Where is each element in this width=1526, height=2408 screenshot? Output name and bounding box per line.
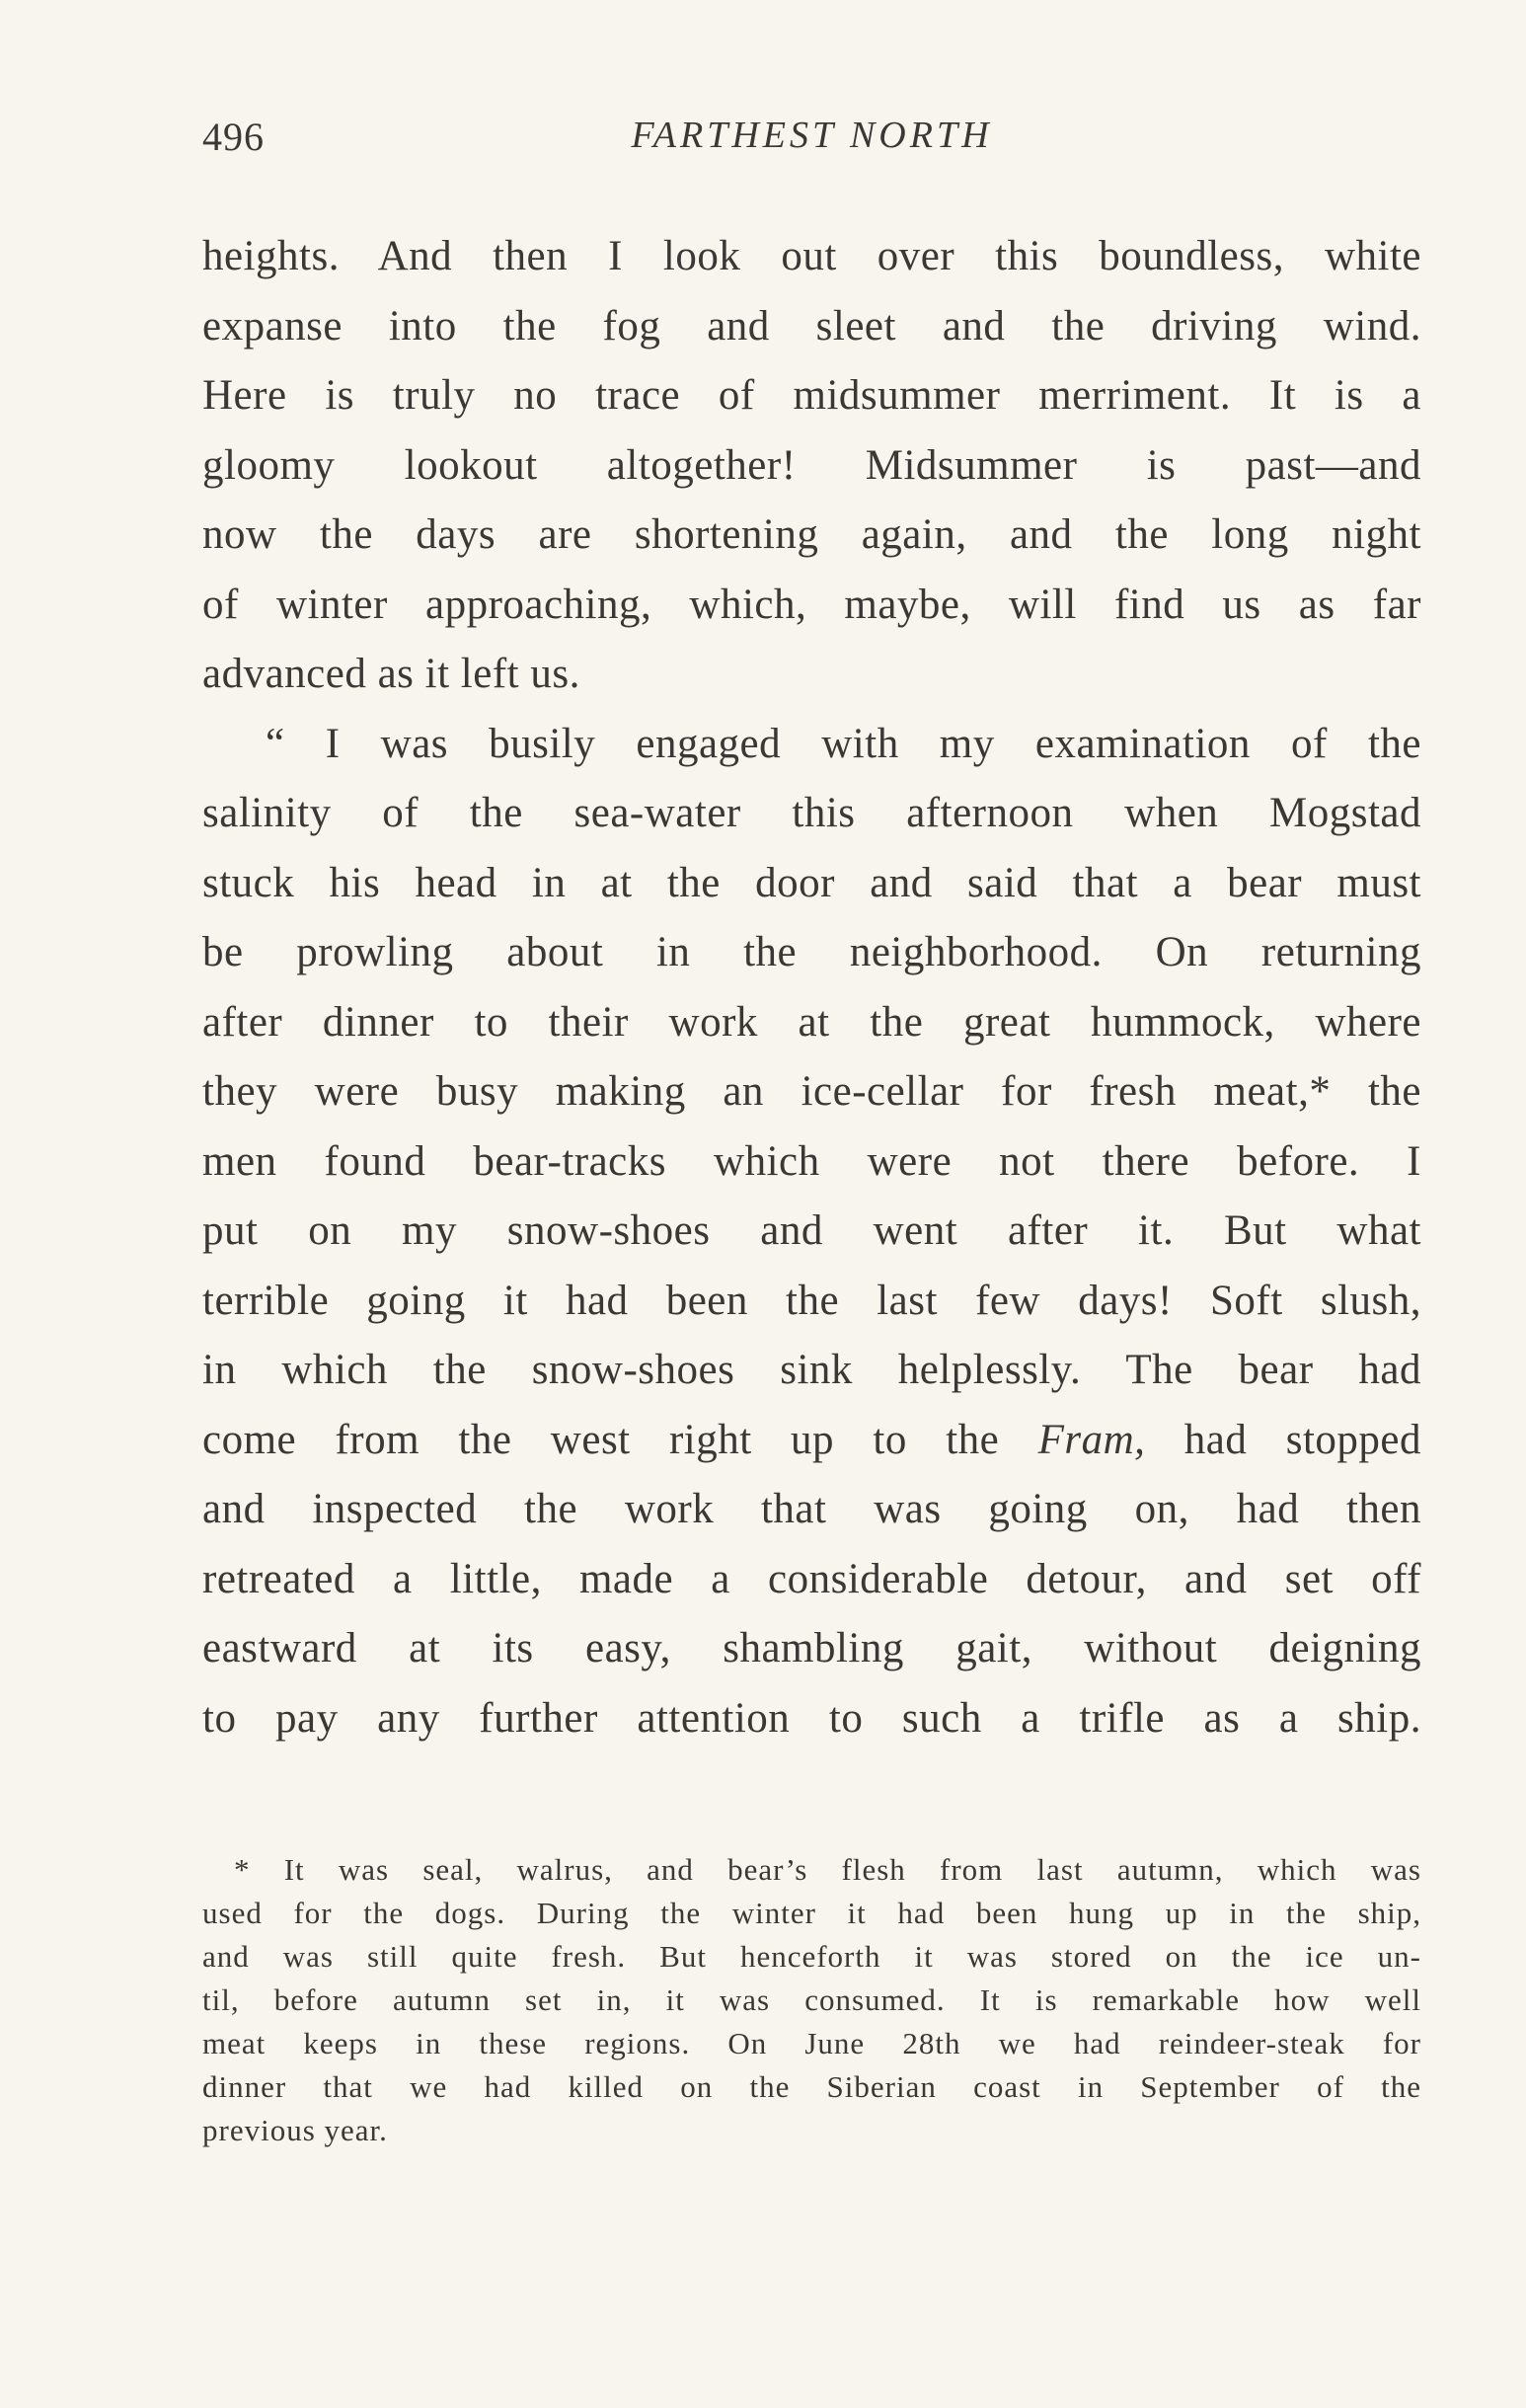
running-title: FARTHEST NORTH: [631, 115, 993, 156]
text-line: men found bear-tracks which were not there before. I: [202, 1137, 1421, 1185]
text-line: now the days are shortening again, and the long night: [202, 511, 1421, 558]
body-text: [202, 222, 1421, 1753]
footnote-line: dinner that we had killed on the Siberian coast in September of the: [202, 2069, 1421, 2104]
text-line: retreated a little, made a considerable detour, and set off: [202, 1555, 1421, 1602]
text-line: gloomy lookout altogether! Midsummer is past—and: [202, 441, 1421, 489]
text-line: Here is truly no trace of midsummer merriment. It is a: [202, 372, 1421, 419]
text-line: in which the snow-shoes sink helplessly. The bear had: [202, 1347, 1421, 1393]
footnote-line: * It was seal, walrus, and bear’s flesh from last autumn, which was: [234, 1852, 1421, 1887]
footnote-line: previous year.: [202, 2113, 388, 2147]
footnote-line: used for the dogs. During the winter it had been hung up in the ship,: [202, 1896, 1421, 1930]
text-line: advanced as it left us.: [202, 651, 580, 697]
line-segment: had stopped: [1183, 1416, 1422, 1463]
text-line-with-ship-name: [202, 1406, 1421, 1476]
footnote-line: and was still quite fresh. But henceforth it was stored on the ice un-: [202, 1939, 1421, 1974]
footnote-line: til, before autumn set in, it was consumed. It is remarkable how well: [202, 1982, 1421, 2017]
line-segment: come from the west right up to the: [202, 1416, 1000, 1463]
footnote-line: meat keeps in these regions. On June 28th we had reindeer-steak for: [202, 2026, 1421, 2060]
text-line: eastward at its easy, shambling gait, without deigning: [202, 1625, 1421, 1671]
text-line: terrible going it had been the last few days! Soft slush,: [202, 1277, 1421, 1324]
text-line: salinity of the sea-water this afternoon when Mogstad: [202, 790, 1421, 836]
text-line: put on my snow-shoes and went after it. But what: [202, 1207, 1421, 1254]
text-line: heights. And then I look out over this boundless, white: [202, 233, 1421, 279]
text-line: of winter approaching, which, maybe, will find us as far: [202, 581, 1421, 628]
text-line: and inspected the work that was going on, had then: [202, 1486, 1421, 1532]
text-line: they were busy making an ice-cellar for fresh meat,* the: [202, 1068, 1421, 1115]
text-line: stuck his head in at the door and said that a bear must: [202, 859, 1421, 906]
text-line: expanse into the fog and sleet and the driving wind.: [202, 302, 1421, 350]
text-line: to pay any further attention to such a trifle as a ship.: [202, 1694, 1421, 1742]
page-header: [202, 114, 1421, 173]
page-number: 496: [202, 115, 265, 159]
ship-name: Fram,: [1037, 1416, 1146, 1463]
text-line: be prowling about in the neighborhood. On returning: [202, 929, 1421, 975]
text-line: “ I was busily engaged with my examination of the: [266, 720, 1421, 767]
text-line: after dinner to their work at the great hummock, where: [202, 998, 1421, 1046]
footnote: [202, 1848, 1421, 2152]
